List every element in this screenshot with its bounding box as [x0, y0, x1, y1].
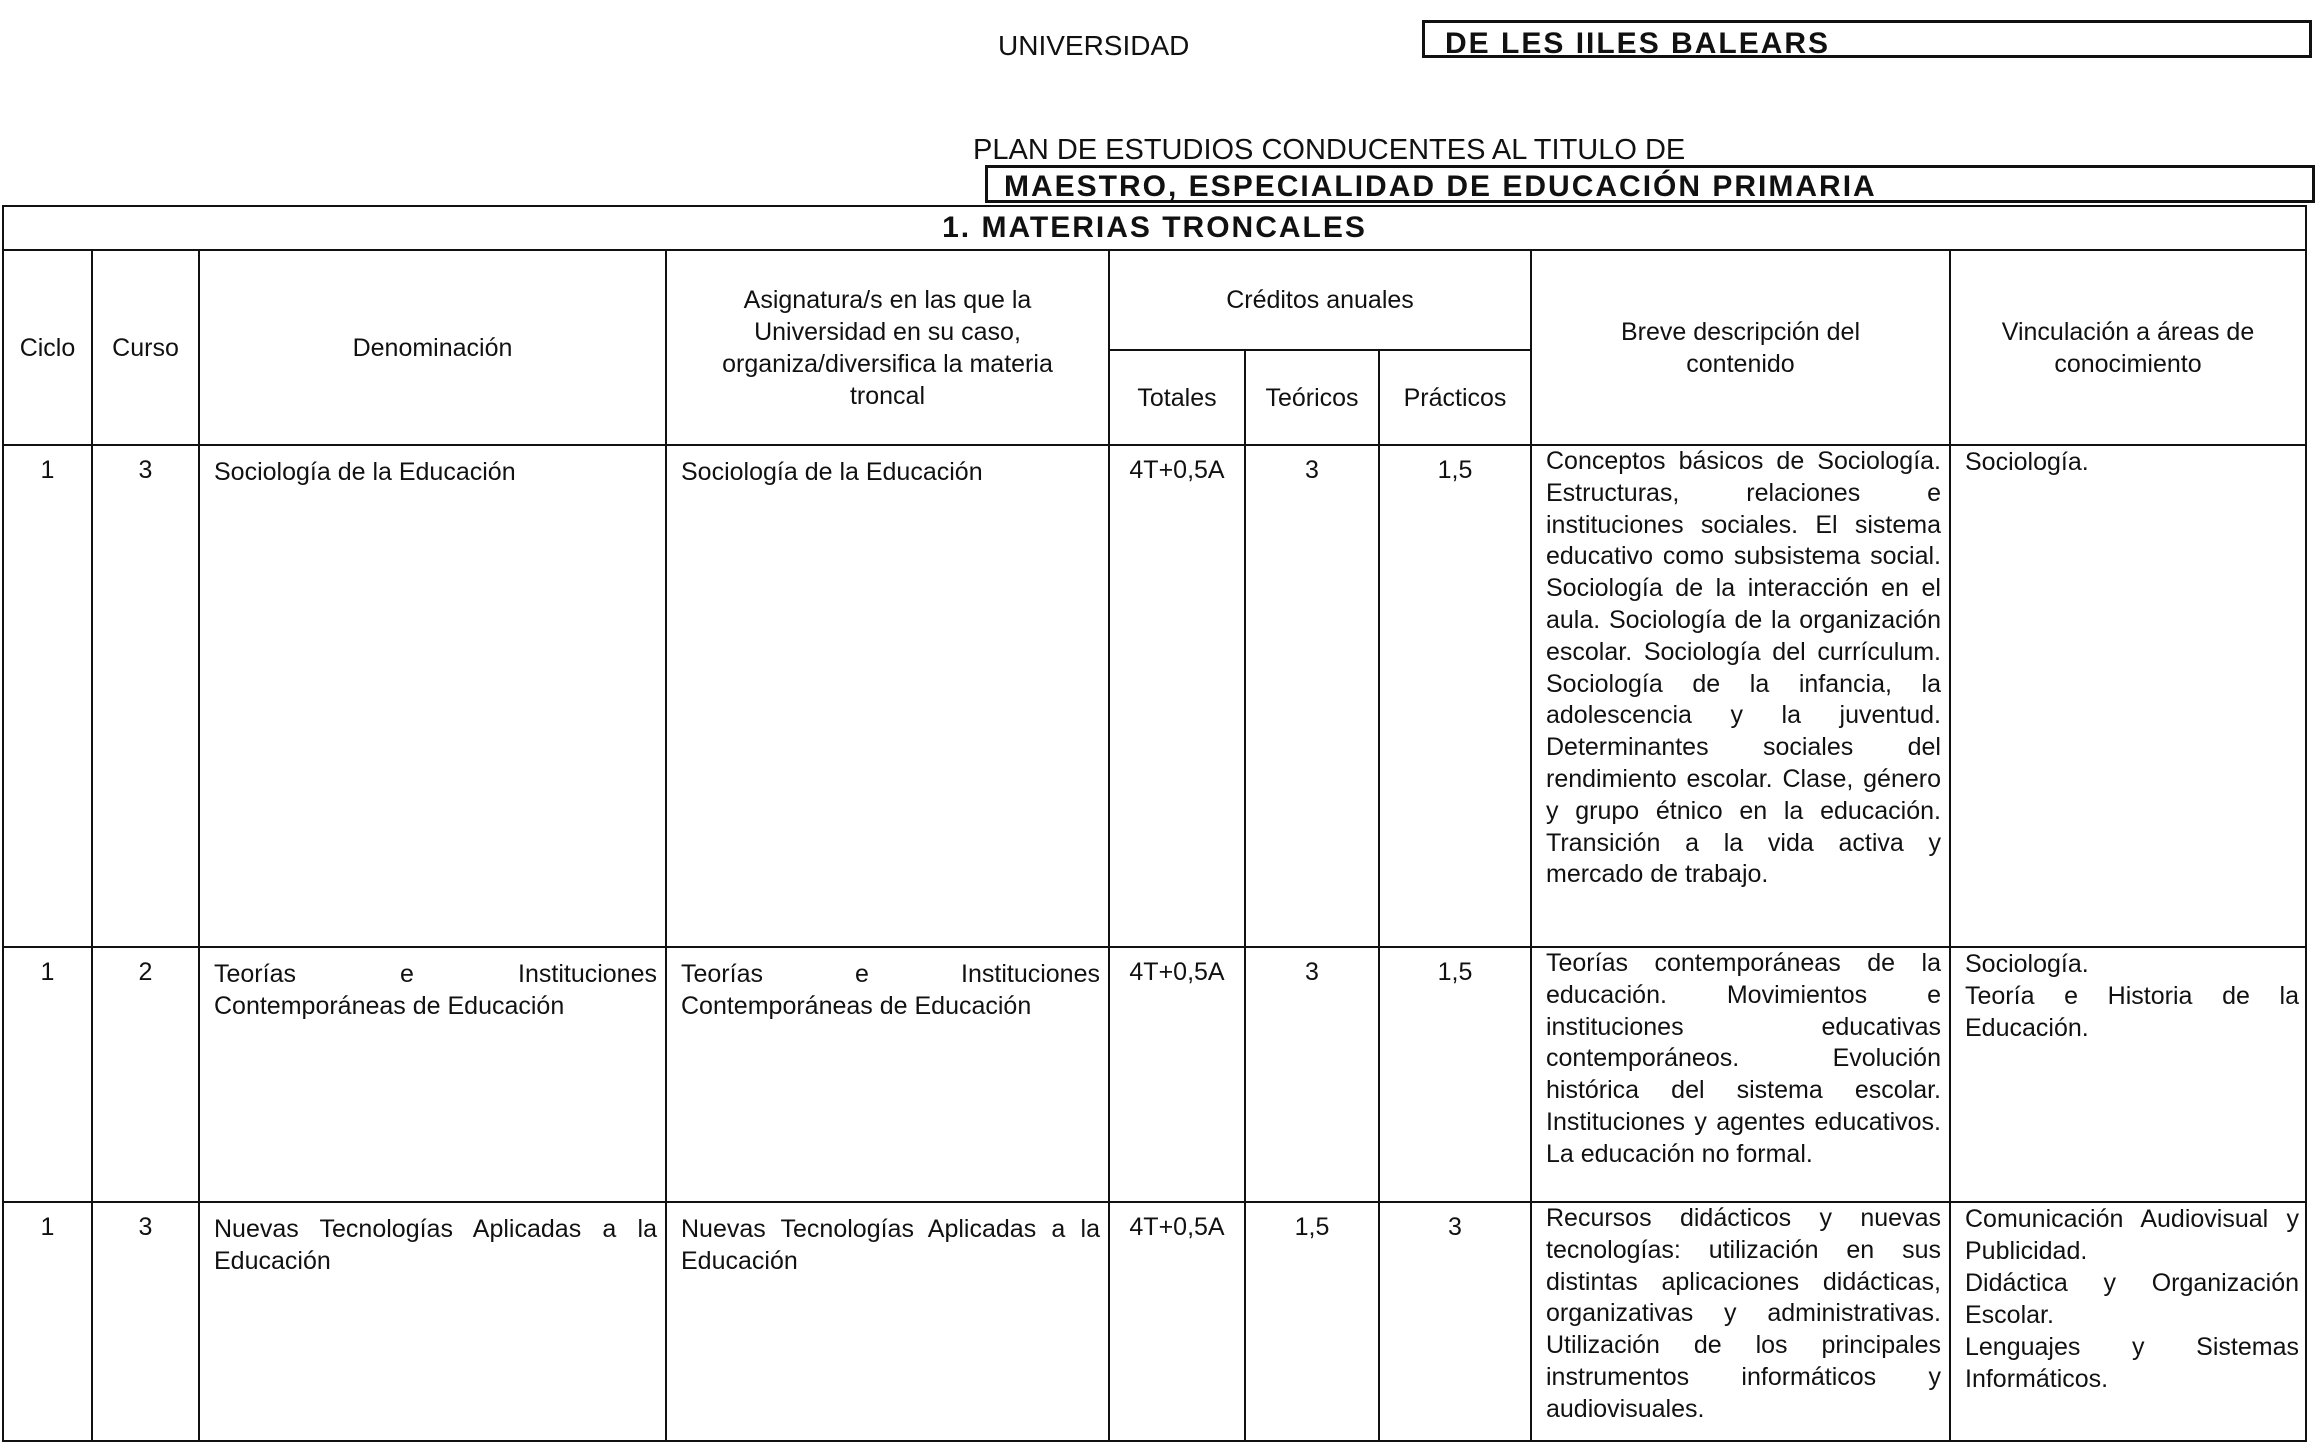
cell-teoricos: 3: [1245, 947, 1379, 1202]
cell-denominacion: Teorías e Instituciones Contemporáneas de Educación: [199, 947, 666, 1202]
cell-asignatura: Sociología de la Educación: [666, 445, 1109, 947]
cell-ciclo: 1: [3, 445, 92, 947]
area-item: Lenguajes y Sistemas Informáticos.: [1965, 1333, 2299, 1393]
cell-curso: 2: [92, 947, 199, 1202]
universidad-label: UNIVERSIDAD: [998, 30, 1190, 61]
cell-ciclo: 1: [3, 947, 92, 1202]
cell-curso: 3: [92, 445, 199, 947]
col-header-ciclo: Ciclo: [3, 250, 92, 445]
cell-totales: 4T+0,5A: [1109, 1202, 1245, 1441]
section-title: 1. MATERIAS TRONCALES: [3, 206, 2306, 250]
cell-teoricos: 3: [1245, 445, 1379, 947]
area-item: Teoría e Historia de la Educación.: [1965, 982, 2299, 1042]
cell-totales: 4T+0,5A: [1109, 947, 1245, 1202]
cell-vinculacion: [1950, 1202, 2306, 1441]
cell-ciclo: 1: [3, 1202, 92, 1441]
materias-table: [2, 205, 2307, 1442]
cell-vinculacion: [1950, 947, 2306, 1202]
table-row: [3, 947, 2306, 1202]
plan-label: PLAN DE ESTUDIOS CONDUCENTES AL TITULO DE: [973, 134, 1686, 166]
universidad-name-box: DE LES IILES BALEARS: [1422, 20, 2312, 58]
titulo-box: MAESTRO, ESPECIALIDAD DE EDUCACIÓN PRIMARIA: [985, 165, 2315, 203]
col-header-practicos: Prácticos: [1379, 350, 1531, 445]
cell-descripcion: Teorías contemporáneas de la educación. Movimientos e instituciones educativas contemporáneos. Evolución histórica del sistema escolar. Instituciones y agentes educativos. La educación no formal.: [1531, 947, 1950, 1202]
col-header-vinculacion: Vinculación a áreas de conocimiento: [1950, 250, 2306, 445]
col-header-teoricos: Teóricos: [1245, 350, 1379, 445]
area-item: Didáctica y Organización Escolar.: [1965, 1269, 2299, 1329]
cell-denominacion: Nuevas Tecnologías Aplicadas a la Educación: [199, 1202, 666, 1441]
col-header-curso: Curso: [92, 250, 199, 445]
table-row: [3, 445, 2306, 947]
col-header-denominacion: Denominación: [199, 250, 666, 445]
area-item: Sociología.: [1965, 448, 2089, 476]
cell-teoricos: 1,5: [1245, 1202, 1379, 1441]
cell-denominacion: Sociología de la Educación: [199, 445, 666, 947]
cell-totales: 4T+0,5A: [1109, 445, 1245, 947]
col-header-asignaturas: Asignatura/s en las que la Universidad en su caso, organiza/diversifica la materia troncal: [666, 250, 1109, 445]
cell-curso: 3: [92, 1202, 199, 1441]
area-item: Comunicación Audiovisual y Publicidad.: [1965, 1205, 2299, 1265]
cell-asignatura: Teorías e Instituciones Contemporáneas de Educación: [666, 947, 1109, 1202]
cell-descripcion: Recursos didácticos y nuevas tecnologías: utilización en sus distintas aplicaciones didácticas, organizativas y administrativas. Utilización de los principales instrumentos informáticos y audiovisuales.: [1531, 1202, 1950, 1441]
area-item: Sociología.: [1965, 950, 2089, 978]
col-header-creditos: Créditos anuales: [1109, 250, 1531, 350]
cell-practicos: 1,5: [1379, 445, 1531, 947]
cell-practicos: 3: [1379, 1202, 1531, 1441]
cell-vinculacion: [1950, 445, 2306, 947]
col-header-totales: Totales: [1109, 350, 1245, 445]
cell-practicos: 1,5: [1379, 947, 1531, 1202]
col-header-descripcion: Breve descripción del contenido: [1531, 250, 1950, 445]
cell-asignatura: Nuevas Tecnologías Aplicadas a la Educación: [666, 1202, 1109, 1441]
table-row: [3, 1202, 2306, 1441]
cell-descripcion: Conceptos básicos de Sociología. Estructuras, relaciones e instituciones sociales. El sistema educativo como subsistema social. Sociología de la interacción en el aula. Sociología de la organización escolar. Sociología del currículum. Sociología de la infancia, la adolescencia y la juventud. Determinantes sociales del rendimiento escolar. Clase, género y grupo étnico en la educación. Transición a la vida activa y mercado de trabajo.: [1531, 445, 1950, 947]
